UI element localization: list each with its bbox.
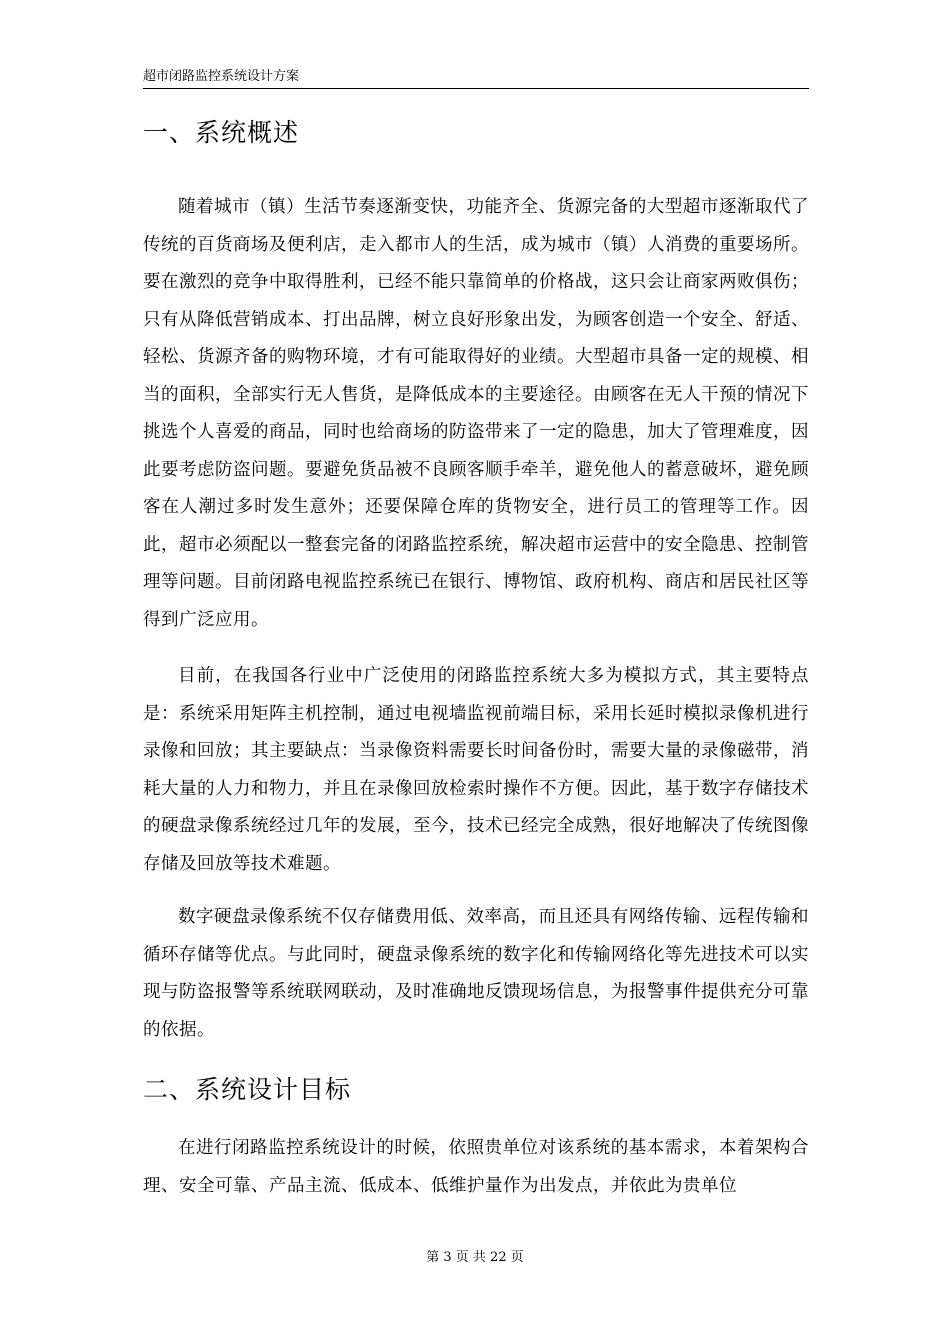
overview-paragraph-2: 目前，在我国各行业中广泛使用的闭路监控系统大多为模拟方式，其主要特点是：系统采用矩阵主机控制，通过电视墙监视前端目标，采用长延时模拟录像机进行录像和回放；其主要缺点：当录像资料需要长时间备份时，需要大量的录像磁带，消耗大量的人力和物力，并且在录像回放检索时操作不方便。因此，基于数字存储技术的硬盘录像系统经过几年的发展，至今，技术已经完全成熟，很好地解决了传统图像存储及回放等技术难题。: [143, 666, 809, 874]
page-number-footer: 第 3 页 共 22 页: [426, 1250, 524, 1265]
running-header-title: 超市闭路监控系统设计方案: [143, 69, 300, 84]
running-header: [143, 66, 809, 89]
overview-paragraph-3: 数字硬盘录像系统不仅存储费用低、效率高，而且还具有网络传输、远程传输和循环存储等优点。与此同时，硬盘录像系统的数字化和传输网络化等先进技术可以实现与防盗报警等系统联网联动，及时准确地反馈现场信息，为报警事件提供充分可靠的依据。: [143, 907, 809, 1040]
overview-paragraph-1: 随着城市（镇）生活节奏逐渐变快，功能齐全、货源完备的大型超市逐渐取代了传统的百货商场及便利店，走入都市人的生活，成为城市（镇）人消费的重要场所。要在激烈的竞争中取得胜利，已经不能只靠简单的价格战，这只会让商家两败俱伤；只有从降低营销成本、打出品牌，树立良好形象出发，为顾客创造一个安全、舒适、轻松、货源齐备的购物环境，才有可能取得好的业绩。大型超市具备一定的规模、相当的面积，全部实行无人售货，是降低成本的主要途径。由顾客在无人干预的情况下挑选个人喜爱的商品，同时也给商场的防盗带来了一定的隐患，加大了管理难度，因此要考虑防盗问题。要避免货品被不良顾客顺手牵羊，避免他人的蓄意破坏，避免顾客在人潮过多时发生意外；还要保障仓库的货物安全，进行员工的管理等工作。因此，超市必须配以一整套完备的闭路监控系统，解决超市运营中的安全隐患、控制管理等问题。目前闭路电视监控系统已在银行、博物馆、政府机构、商店和居民社区等得到广泛应用。: [143, 197, 809, 630]
section-heading-design-goals: 二、系统设计目标: [143, 1075, 352, 1104]
section-heading-overview: 一、系统概述: [143, 118, 300, 147]
design-goals-paragraph-1: 在进行闭路监控系统设计的时候，依照贵单位对该系统的基本需求，本着架构合理、安全可靠、产品主流、低成本、低维护量作为出发点，并依此为贵单位: [143, 1138, 809, 1196]
